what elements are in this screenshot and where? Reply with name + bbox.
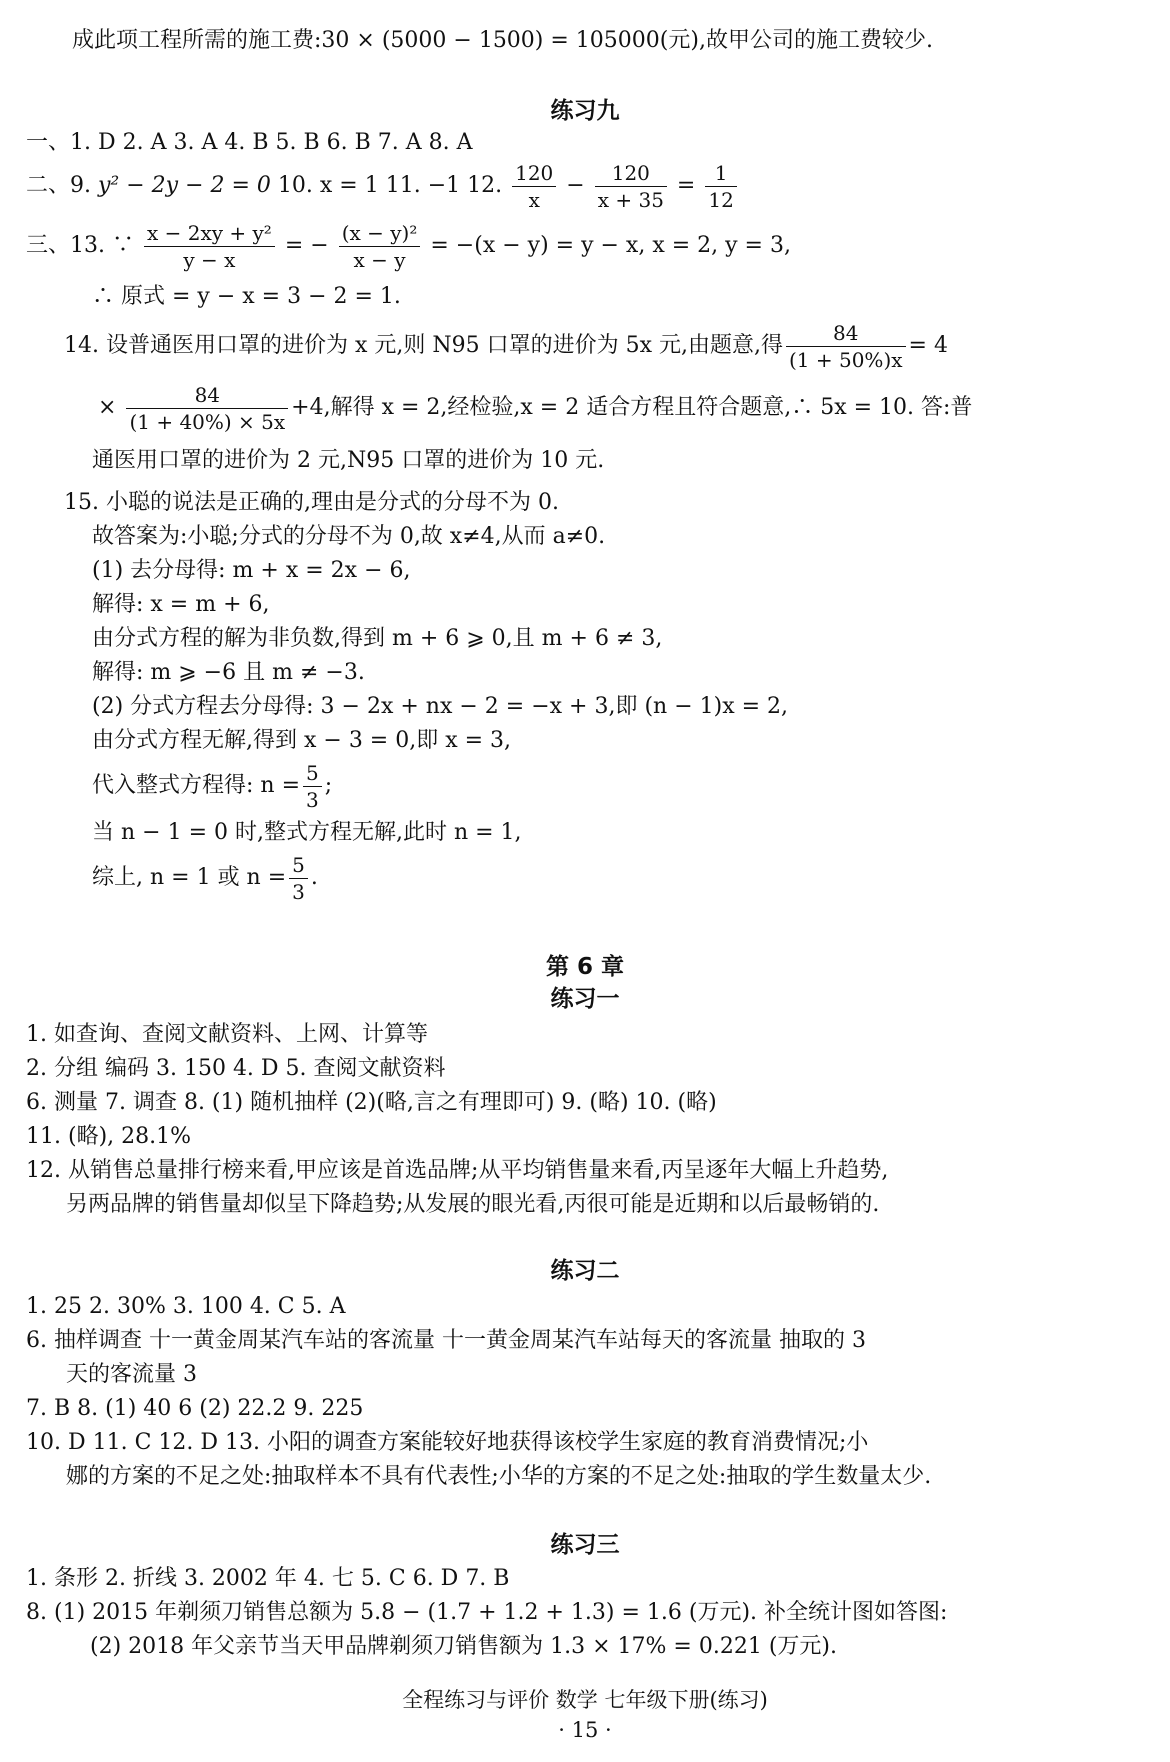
denominator: 3 <box>292 879 305 904</box>
text-line: 8. (1) 2015 年剃须刀销售总额为 5.8 − (1.7 + 1.2 + 1.3) = 1.6 (万元). 补全统计图如答图: <box>26 1600 948 1625</box>
numerator: 5 <box>303 760 322 787</box>
text-fragment: = 4 <box>908 333 948 358</box>
text-fragment: 综上, n = 1 或 n = <box>92 865 287 890</box>
text-line: 另两品牌的销售量却似呈下降趋势;从发展的眼光看,丙很可能是近期和以后最畅销的. <box>66 1192 880 1217</box>
numerator: (x − y)² <box>339 220 421 247</box>
denominator: 3 <box>306 787 319 812</box>
text-fragment: 14. 设普通医用口罩的进价为 x 元,则 N95 口罩的进价为 5x 元,由题意,得 <box>64 333 783 358</box>
fraction <box>595 160 667 213</box>
text-line: 成此项工程所需的施工费:30 × (5000 − 1500) = 105000(元),故甲公司的施工费较少. <box>72 28 933 53</box>
denominator: (1 + 40%) × 5x <box>129 409 286 434</box>
text-line: 解得: m ⩾ −6 且 m ≠ −3. <box>92 660 365 685</box>
text-line: 娜的方案的不足之处:抽取样本不具有代表性;小华的方案的不足之处:抽取的学生数量太少. <box>66 1464 932 1489</box>
text-fragment: +4,解得 x = 2,经检验,x = 2 适合方程且符合题意,∴ 5x = 10. 答:普 <box>291 395 973 420</box>
text-line: 15. 小聪的说法是正确的,理由是分式的分母不为 0. <box>64 490 559 515</box>
section-title: 练习一 <box>550 986 620 1012</box>
text-line: 由分式方程的解为非负数,得到 m + 6 ⩾ 0,且 m + 6 ≠ 3, <box>92 626 663 651</box>
section-title: 练习九 <box>550 98 620 124</box>
denominator: x + 35 <box>597 187 664 212</box>
chapter-title: 第 6 章 <box>545 954 625 980</box>
fraction <box>289 852 308 905</box>
fraction <box>512 160 556 213</box>
text-fragment: 二、9. <box>26 173 98 198</box>
fraction <box>705 160 736 213</box>
text-line: 6. 抽样调查 十一黄金周某汽车站的客流量 十一黄金周某汽车站每天的客流量 抽取的 3 <box>26 1328 866 1353</box>
text-line: 11. (略), 28.1% <box>26 1124 192 1149</box>
text-line <box>64 316 948 376</box>
text-line: 12. 从销售总量排行榜来看,甲应该是首选品牌;从平均销售量来看,丙呈逐年大幅上升趋势, <box>26 1158 889 1183</box>
text-fragment: . <box>310 865 318 890</box>
numerator: 5 <box>289 852 308 879</box>
text-line: 10. D 11. C 12. D 13. 小阳的调查方案能较好地获得该校学生家庭的教育消费情况;小 <box>26 1430 869 1455</box>
text-line: 通医用口罩的进价为 2 元,N95 口罩的进价为 10 元. <box>92 448 605 473</box>
text-line: 2. 分组 编码 3. 150 4. D 5. 查阅文献资料 <box>26 1056 446 1081</box>
text-line: 解得: x = m + 6, <box>92 592 270 617</box>
fraction <box>786 320 906 373</box>
text-line: × $\frac{84}{(1 + 40\%) \times 5x}$ +4,解得 x = 2,经检验,x = 2 适合方程且符合题意,∴ 5x = 10. 答:普 <box>98 382 973 434</box>
text-line <box>92 848 318 908</box>
denominator: (1 + 50%)x <box>788 347 903 372</box>
numerator: 1 <box>705 160 736 187</box>
text-line: (2) 分式方程去分母得: 3 − 2x + nx − 2 = −x + 3,即 (n − 1)x = 2, <box>92 694 789 719</box>
denominator: 12 <box>708 187 734 212</box>
section-title: 练习三 <box>550 1532 620 1558</box>
fraction <box>303 760 322 813</box>
text-line: 故答案为:小聪;分式的分母不为 0,故 x≠4,从而 a≠0. <box>92 524 606 549</box>
text-line: 当 n − 1 = 0 时,整式方程无解,此时 n = 1, <box>92 820 522 845</box>
section-title: 练习二 <box>550 1258 620 1284</box>
fraction <box>144 220 275 273</box>
text-line: 由分式方程无解,得到 x − 3 = 0,即 x = 3, <box>92 728 512 753</box>
text-line: 1. 如查询、查阅文献资料、上网、计算等 <box>26 1022 428 1047</box>
fraction <box>339 220 421 273</box>
numerator: 84 <box>126 382 288 409</box>
denominator: y − x <box>183 247 236 272</box>
equation: y² − 2y − 2 = 0 <box>97 173 271 198</box>
page-number: · 15 · <box>558 1718 612 1742</box>
text-line: 二、9. y² − 2y − 2 = 0 10. x = 1 11. −1 12. $\frac{120}{x}$ − $\frac{120}{x + 35}$ = $\frac{1}{12}$ <box>26 156 740 216</box>
denominator: x <box>528 187 540 212</box>
text-line: 6. 测量 7. 调查 8. (1) 随机抽样 (2)(略,言之有理即可) 9. (略) 10. (略) <box>26 1090 717 1115</box>
text-line: 三、13. ∵ $\frac{\text{x − 2xy + y²}}{y - x}$ = − $\frac{\text{(x − y)²}}{x - y}$ = −(x − y) = y − x, x = 2, y = 3, <box>26 220 791 272</box>
text-fragment: ; <box>324 773 333 798</box>
text-fragment: 代入整式方程得: n = <box>92 773 301 798</box>
text-line: 7. B 8. (1) 40 6 (2) 22.2 9. 225 <box>26 1396 364 1421</box>
text-fragment: 三、13. ∵ <box>26 233 141 258</box>
denominator: x − y <box>353 247 406 272</box>
page-footer: 全程练习与评价 数学 七年级下册(练习) <box>402 1688 768 1712</box>
fraction <box>126 382 288 435</box>
text-fragment: 10. x = 1 11. −1 12. <box>270 173 510 198</box>
text-line: (2) 2018 年父亲节当天甲品牌剃须刀销售额为 1.3 × 17% = 0.221 (万元). <box>90 1634 837 1659</box>
text-fragment: = −(x − y) = y − x, x = 2, y = 3, <box>430 233 791 258</box>
text-line: 1. 条形 2. 折线 3. 2002 年 4. 七 5. C 6. D 7. B <box>26 1566 510 1591</box>
text-line: 天的客流量 3 <box>66 1362 197 1387</box>
numerator: 84 <box>786 320 906 347</box>
text-line: 一、1. D 2. A 3. A 4. B 5. B 6. B 7. A 8. A <box>26 130 473 155</box>
numerator: x − 2xy + y² <box>144 220 275 247</box>
numerator: 120 <box>512 160 556 187</box>
numerator: 120 <box>595 160 667 187</box>
text-line: (1) 去分母得: m + x = 2x − 6, <box>92 558 411 583</box>
text-line: ∴ 原式 = y − x = 3 − 2 = 1. <box>92 284 401 309</box>
text-line <box>92 756 332 816</box>
text-line: 1. 25 2. 30% 3. 100 4. C 5. A <box>26 1294 346 1319</box>
